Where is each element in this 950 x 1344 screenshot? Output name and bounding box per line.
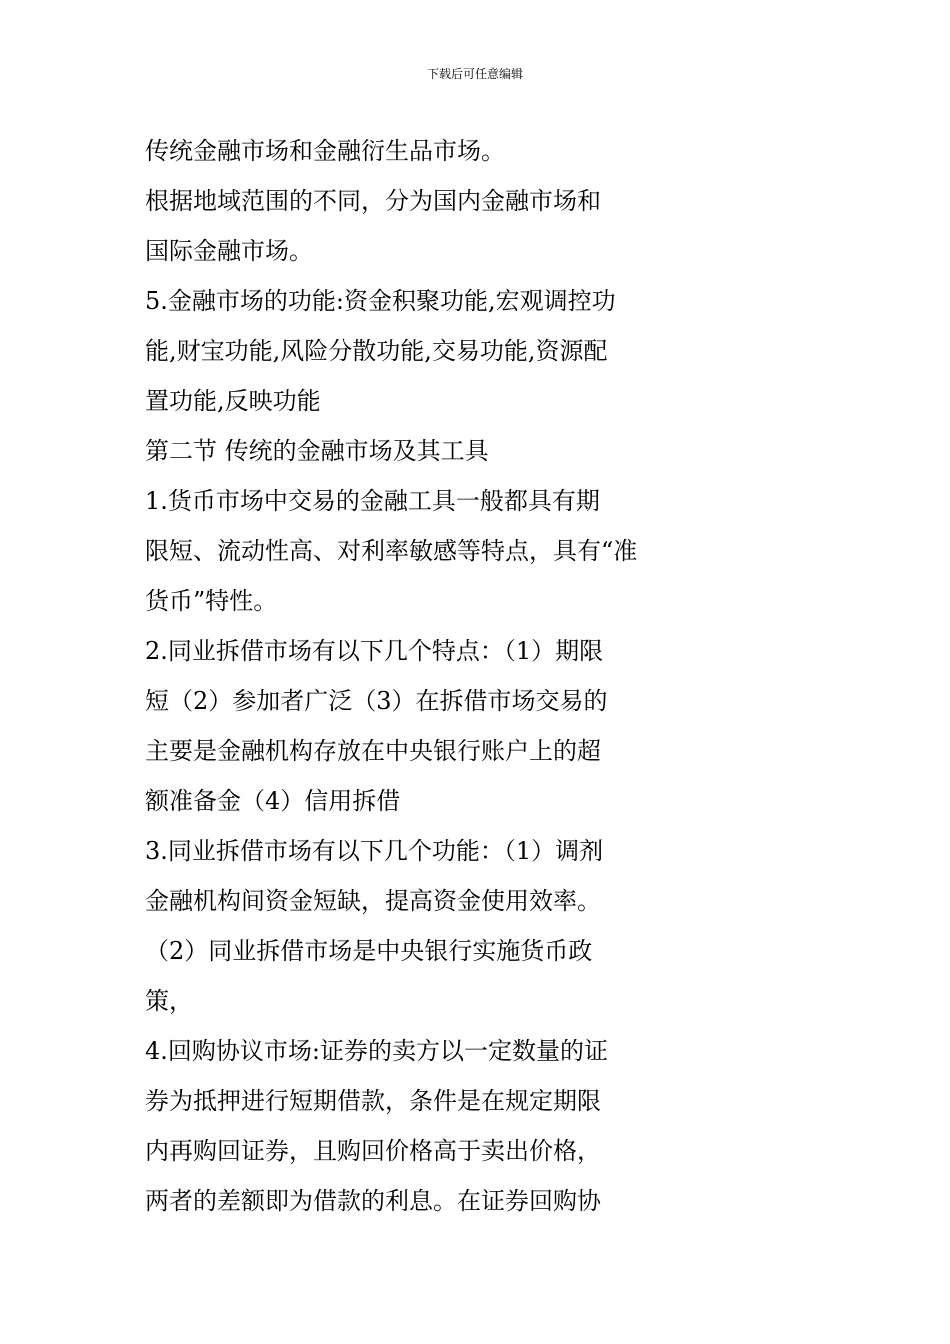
text-line: 5.金融市场的功能:资金积聚功能,宏观调控功	[145, 287, 616, 315]
text-line: 能,财宝功能,风险分散功能,交易功能,资源配	[145, 337, 608, 365]
text-line: 置功能,反映功能	[145, 387, 321, 415]
text-line: 主要是金融机构存放在中央银行账户上的超	[145, 737, 601, 765]
text-line: 2.同业拆借市场有以下几个特点：（1）期限	[145, 637, 604, 665]
text-line: 3.同业拆借市场有以下几个功能：（1）调剂	[145, 837, 604, 865]
text-line: 内再购回证券，且购回价格高于卖出价格，	[145, 1137, 601, 1165]
text-line: 限短、流动性高、对利率敏感等特点，具有“准	[145, 537, 638, 565]
text-line: 1.货币市场中交易的金融工具一般都具有期	[145, 487, 600, 515]
document-body	[145, 126, 705, 1226]
text-line: 4.回购协议市场:证券的卖方以一定数量的证	[145, 1037, 608, 1065]
text-line: 两者的差额即为借款的利息。在证券回购协	[145, 1187, 601, 1215]
text-line: 国际金融市场。	[145, 237, 313, 265]
text-line: 金融机构间资金短缺，提高资金使用效率。	[145, 887, 601, 915]
text-line: 短（2）参加者广泛（3）在拆借市场交易的	[145, 687, 608, 715]
text-line: 传统金融市场和金融衍生品市场。	[145, 137, 505, 165]
text-line: 策，	[145, 987, 193, 1015]
text-line: （2）同业拆借市场是中央银行实施货币政	[145, 937, 593, 965]
text-line: 额准备金（4）信用拆借	[145, 787, 401, 815]
text-line: 货币”特性。	[145, 587, 278, 615]
text-line: 根据地域范围的不同，分为国内金融市场和	[145, 187, 601, 215]
section-heading: 第二节 传统的金融市场及其工具	[145, 437, 489, 465]
page-header: 下载后可任意编辑	[426, 67, 523, 81]
text-line: 券为抵押进行短期借款，条件是在规定期限	[145, 1087, 601, 1115]
